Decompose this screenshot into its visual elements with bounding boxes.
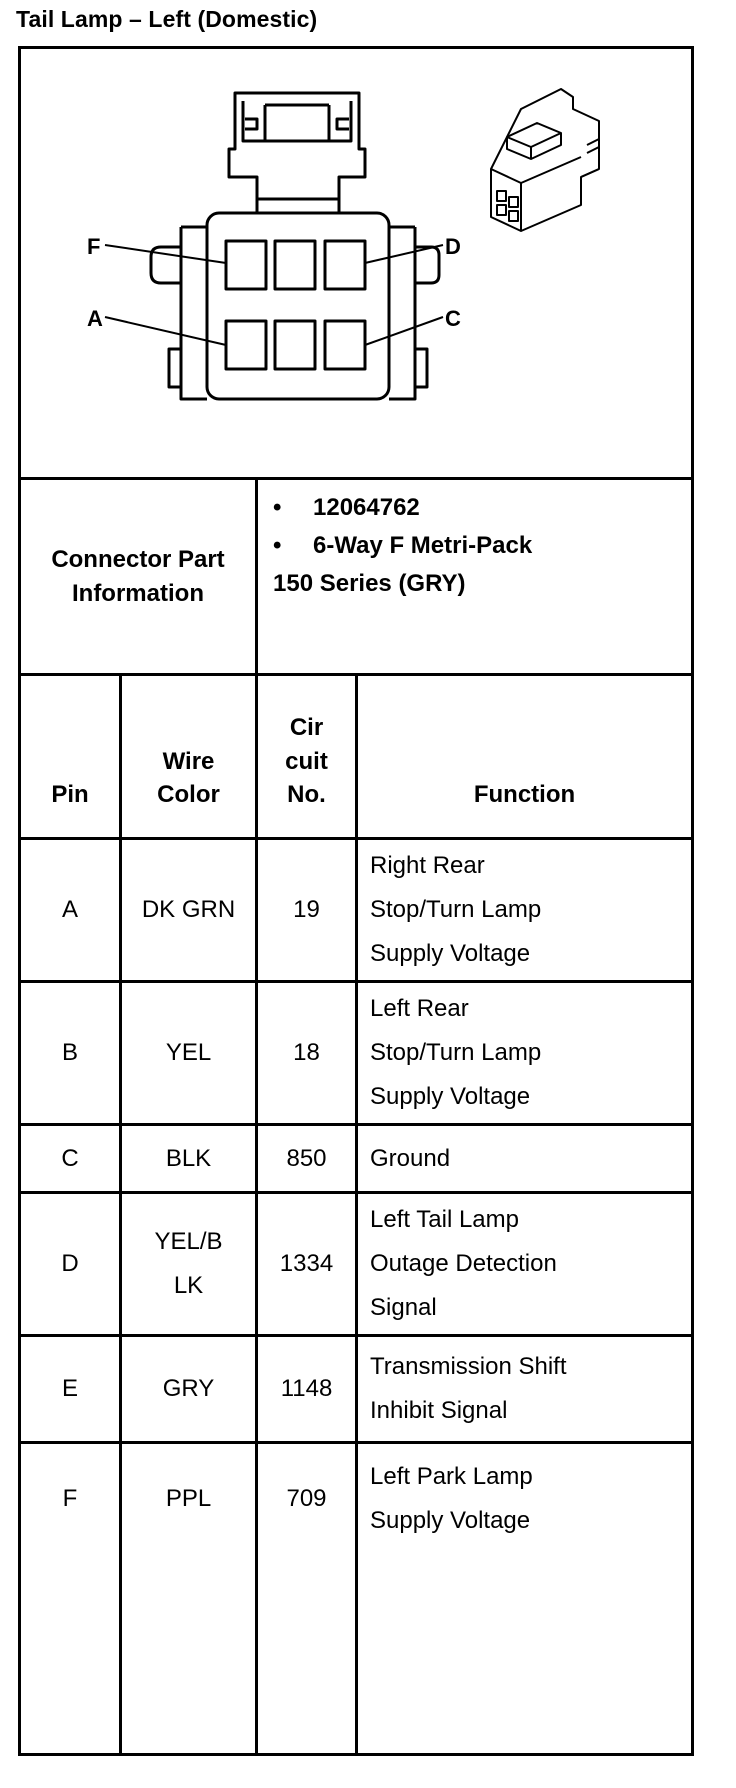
wire-color-cell: YEL/B LK	[154, 1228, 223, 1299]
circuit-cell: 19	[293, 896, 320, 924]
pin-cell: A	[61, 896, 78, 924]
bullet-icon: •	[273, 532, 282, 559]
header-circuit-no: Cir cuit No.	[285, 714, 328, 809]
wire-color-cell: YEL	[165, 1039, 212, 1067]
function-cell: Transmission Shift Inhibit Signal	[370, 1353, 567, 1424]
part-info-heading-line2: Information	[71, 579, 204, 607]
header-pin: Pin	[51, 781, 89, 809]
pin-label-a: A	[87, 306, 103, 331]
header-wire-color: Wire Color	[157, 747, 220, 809]
function-cell: Ground	[370, 1144, 451, 1172]
pin-label-c: C	[445, 306, 461, 331]
part-info-heading	[21, 480, 255, 673]
part-info-heading-line1: Connector Part	[51, 545, 225, 573]
wire-color-cell: DK GRN	[141, 896, 236, 924]
circuit-cell: 709	[286, 1484, 327, 1512]
pin-cell: C	[61, 1144, 79, 1172]
part-number: • 12064762	[273, 489, 532, 527]
part-info-details	[273, 489, 532, 603]
wire-color-cell: BLK	[165, 1144, 212, 1172]
divider	[255, 477, 258, 676]
connector-sheet	[18, 46, 694, 1756]
circuit-cell: 850	[286, 1144, 327, 1172]
wire-color-cell: GRY	[162, 1375, 215, 1403]
function-cell: Left Rear Stop/Turn Lamp Supply Voltage	[370, 995, 542, 1110]
bullet-icon: •	[273, 494, 282, 521]
pin-cell: F	[62, 1484, 78, 1512]
page-title: Tail Lamp – Left (Domestic)	[16, 6, 318, 32]
pin-cell: E	[61, 1375, 78, 1403]
pin-label-d: D	[445, 234, 461, 259]
connector-face-diagram	[21, 49, 691, 534]
function-cell: Left Tail Lamp Outage Detection Signal	[370, 1206, 557, 1321]
part-series: 150 Series (GRY)	[273, 570, 466, 597]
function-cell: Left Park Lamp Supply Voltage	[370, 1462, 533, 1534]
pin-cell: D	[61, 1250, 79, 1278]
part-description: • 6-Way F Metri-Pack	[273, 527, 532, 565]
wire-color-cell: PPL	[165, 1484, 212, 1512]
circuit-cell: 18	[293, 1039, 320, 1067]
circuit-cell: 1334	[279, 1250, 334, 1278]
pin-label-f: F	[87, 234, 101, 259]
circuit-cell: 1148	[280, 1375, 333, 1403]
header-function: Function	[473, 781, 576, 809]
function-cell: Right Rear Stop/Turn Lamp Supply Voltage	[370, 852, 542, 967]
pin-cell: B	[61, 1039, 78, 1067]
